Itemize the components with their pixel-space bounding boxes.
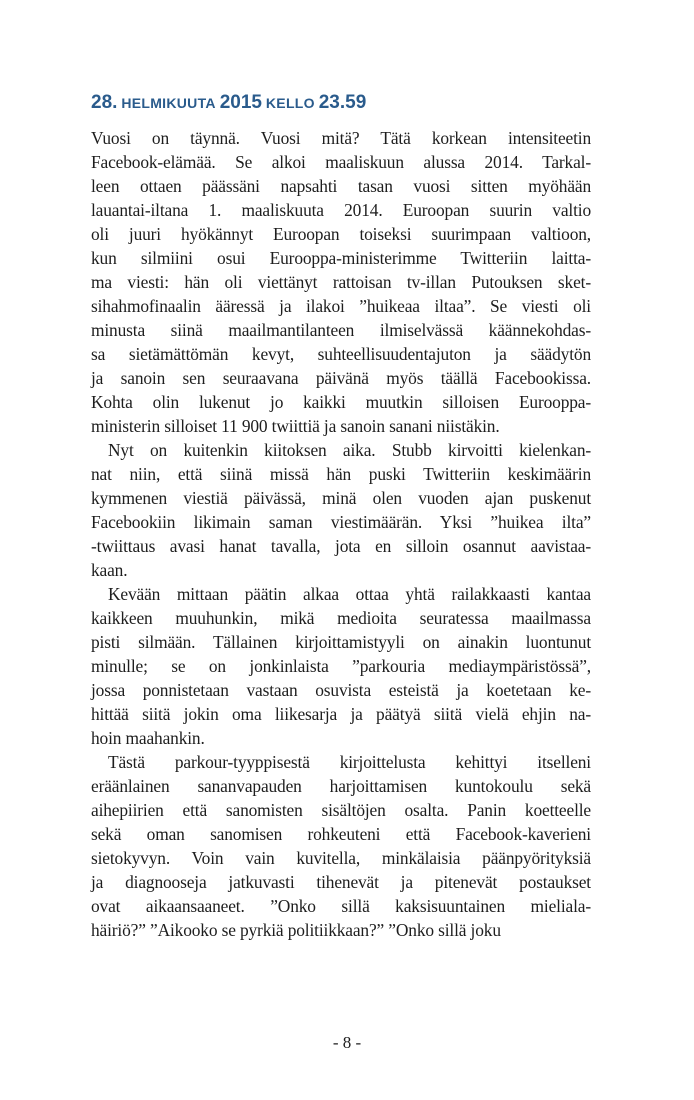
chapter-heading [91, 90, 366, 117]
heading-day: 28. [91, 92, 118, 113]
heading-time: 23.59 [318, 92, 367, 113]
text-line: Facebook-elämää. Se alkoi maaliskuun alussa 2014. Tarkal- [91, 152, 591, 172]
text-line: kaan. [91, 560, 128, 580]
text-line: hoin maahankin. [91, 728, 205, 748]
heading-month: HELMIKUUTA [121, 95, 216, 111]
text-line: sietokyvyn. Voin vain kuvitella, minkälaisia päänpyörityksiä [91, 848, 591, 868]
text-line: eräänlainen sananvapauden harjoittamisen kuntokoulu sekä [91, 776, 591, 796]
text-line: Vuosi on täynnä. Vuosi mitä? Tätä korkean intensiteetin [91, 128, 591, 148]
text-line: nat niin, että siinä missä hän puski Twitteriin keskimäärin [91, 464, 591, 484]
page-number: - 8 - [332, 1033, 362, 1052]
text-line: -twiittaus avasi hanat tavalla, jota en silloin osannut aavistaa- [91, 536, 591, 556]
text-line: aihepiirien että sanomisten sisältöjen osalta. Panin koetteelle [91, 800, 591, 820]
text-line: minulle; se on jonkinlaista ”parkouria mediaympäristössä”, [91, 656, 591, 676]
paragraph [91, 126, 591, 438]
text-line: sekä oman sanomisen rohkeuteni että Facebook-kaverieni [91, 824, 591, 844]
text-line: ovat aikaansaaneet. ”Onko sillä kaksisuuntainen mieliala- [91, 896, 591, 916]
text-line: Facebookiin likimain saman viestimäärän. Yksi ”huikea ilta” [91, 512, 591, 532]
text-line: kaikkeen muuhunkin, mikä medioita seuratessa maailmassa [91, 608, 591, 628]
text-line: ja sanoin sen seuraavana päivänä myös täällä Facebookissa. [91, 368, 591, 388]
text-line: hittää siitä jokin oma liikesarja ja päätyä siitä vielä ehjin na- [91, 704, 591, 724]
text-line: Tästä parkour-tyyppisestä kirjoittelusta kehittyi itselleni [108, 752, 591, 772]
text-line: ma viesti: hän oli viettänyt rattoisan tv-illan Putouksen sket- [91, 272, 591, 292]
heading-year: 2015 [219, 92, 262, 113]
text-line: kun silmiini osui Eurooppa-ministerimme Twitteriin laitta- [91, 248, 591, 268]
text-line: lauantai-iltana 1. maaliskuuta 2014. Euroopan suurin valtio [91, 200, 591, 220]
text-line: minusta siinä maailmantilanteen ilmiselvässä käännekohdas- [91, 320, 591, 340]
text-line: häiriö?” ”Aikooko se pyrkiä politiikkaan?” ”Onko sillä joku [91, 920, 501, 940]
text-line: Nyt on kuitenkin kiitoksen aika. Stubb kirvoitti kielenkan- [108, 440, 591, 460]
body-text [91, 126, 591, 942]
text-line: ja diagnooseja jatkuvasti tihenevät ja pitenevät postaukset [91, 872, 591, 892]
paragraph [91, 750, 591, 942]
text-line: oli juuri hyökännyt Euroopan toiseksi suurimpaan valtioon, [91, 224, 591, 244]
paragraph [91, 438, 591, 582]
heading-time-word: KELLO [265, 95, 315, 111]
text-line: Kevään mittaan päätin alkaa ottaa yhtä railakkaasti kantaa [108, 584, 591, 604]
text-line: Kohta olin lukenut jo kaikki muutkin silloisen Eurooppa- [91, 392, 591, 412]
paragraph [91, 582, 591, 750]
text-line: jossa ponnistetaan vastaan osuvista esteistä ja koetetaan ke- [91, 680, 591, 700]
text-line: kymmenen viestiä päivässä, minä olen vuoden ajan puskenut [91, 488, 591, 508]
text-line: sihahmofinaalin ääressä ja ilakoi ”huikeaa iltaa”. Se viesti oli [91, 296, 591, 316]
text-line: leen ottaen päässäni napsahti tasan vuosi sitten myöhään [91, 176, 591, 196]
text-line: sa sietämättömän kevyt, suhteellisuudentajuton ja säädytön [91, 344, 591, 364]
text-line: ministerin silloiset 11 900 twiittiä ja sanoin sanani niistäkin. [91, 416, 500, 436]
text-line: pisti silmään. Tällainen kirjoittamistyyli on ainakin luontunut [91, 632, 591, 652]
